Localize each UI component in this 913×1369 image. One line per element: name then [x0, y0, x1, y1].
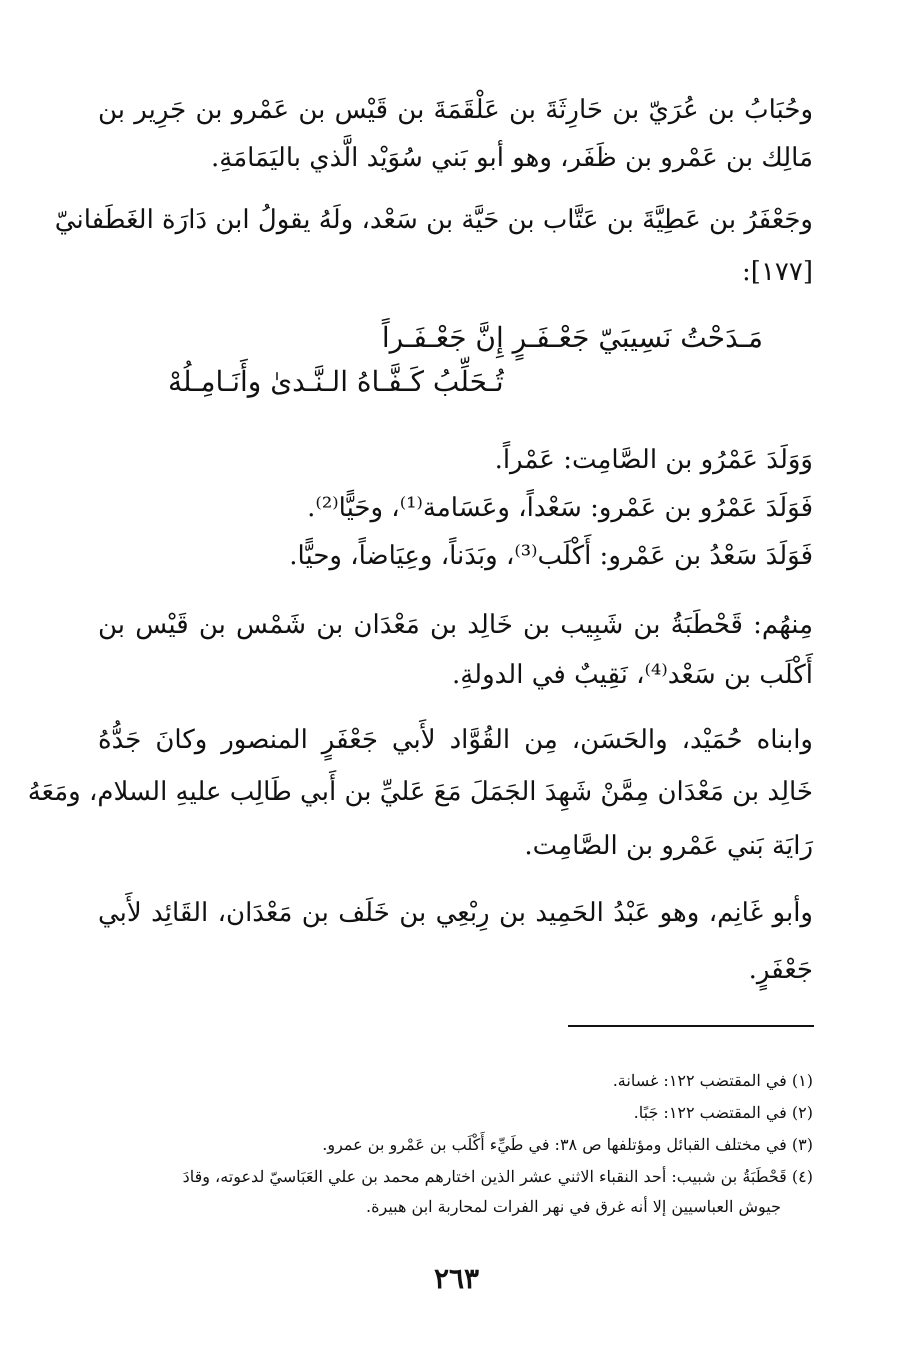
- footnote: (٣) في مختلف القبائل ومؤتلفها ص ٣٨: في طَيِّء أَكْلَب بن عَمْرو بن عمرو.: [322, 1135, 813, 1154]
- page-number: ٢٦٣: [433, 1262, 480, 1295]
- text-line: فَوَلَدَ سَعْدُ بن عَمْرو: أَكْلَب⁽³⁾، وبَدَناً، وعِيَاضاً، وحيًّا.: [289, 541, 813, 571]
- text-line: رَايَة بَني عَمْرو بن الصَّامِت.: [524, 831, 813, 861]
- footnote-separator: [568, 1025, 814, 1027]
- text-line: وابناه حُمَيْد، والحَسَن، مِن القُوَّاد لأَبي جَعْفَرٍ المنصور وكانَ جَدُّهُ: [98, 725, 813, 755]
- footnote: (٢) في المقتضب ١٢٢: جَبًا.: [633, 1103, 813, 1122]
- text-line: وجَعْفَرُ بن عَطِيَّةَ بن عَتَّاب بن حَيَّة بن سَعْد، ولَهُ يقولُ ابن دَارَة الغَطَفانيّ: [54, 205, 813, 235]
- text-line: وَوَلَدَ عَمْرُو بن الصَّامِت: عَمْراً.: [494, 445, 813, 475]
- text-line: وحُبَابُ بن عُرَيّ بن حَارِثَةَ بن عَلْقَمَةَ بن قَيْس بن عَمْرو بن جَرِير بن: [98, 95, 813, 125]
- footnote-continuation: جيوش العباسيين إلا أنه غرق في نهر الفرات لمحاربة ابن هبيرة.: [366, 1197, 781, 1216]
- text-line: أَكْلَب بن سَعْد⁽⁴⁾، نَقِيبٌ في الدولةِ.: [451, 660, 813, 690]
- footnote: (٤) قَحْطَبَةُ بن شبيب: أحد النقباء الاثني عشر الذين اختارهم محمد بن علي العَبَاسيّ لدعوته، وقادَ: [182, 1167, 813, 1186]
- text-line: فَوَلَدَ عَمْرُو بن عَمْرو: سَعْداً، وعَسَامة⁽¹⁾، وحَيًّا⁽²⁾.: [307, 493, 813, 523]
- verse-second-hemistich: تُـحَلِّبُ كَـفَّـاهُ الـنَّـدىٰ وأَنَـامِـلُهْ: [168, 365, 504, 398]
- text-line: وأبو غَانِم، وهو عَبْدُ الحَمِيد بن رِبْعِي بن خَلَف بن مَعْدَان، القَائِد لأَبي: [98, 898, 813, 928]
- text-line: مِنهُم: قَحْطَبَةُ بن شَبِيب بن خَالِد بن مَعْدَان بن شَمْس بن قَيْس بن: [98, 610, 813, 640]
- footnote: (١) في المقتضب ١٢٢: غسانة.: [612, 1071, 813, 1090]
- text-line: جَعْفَرٍ.: [748, 955, 813, 985]
- verse-first-hemistich: مَـدَحْتُ نَسِيبَيّ جَعْـفَـرٍ إِنَّ جَعْـفَـراً: [381, 321, 763, 354]
- text-line: خَالِد بن مَعْدَان مِمَّنْ شَهِدَ الجَمَلَ مَعَ عَليِّ بن أَبي طَالِب عليهِ السلام، ومَعَهُ: [27, 777, 813, 807]
- text-line: مَالِك بن عَمْرو بن ظَفَر، وهو أبو بَني سُوَيْد الَّذي باليَمَامَةِ.: [210, 143, 813, 173]
- text-line: [١٧٧]:: [742, 257, 813, 287]
